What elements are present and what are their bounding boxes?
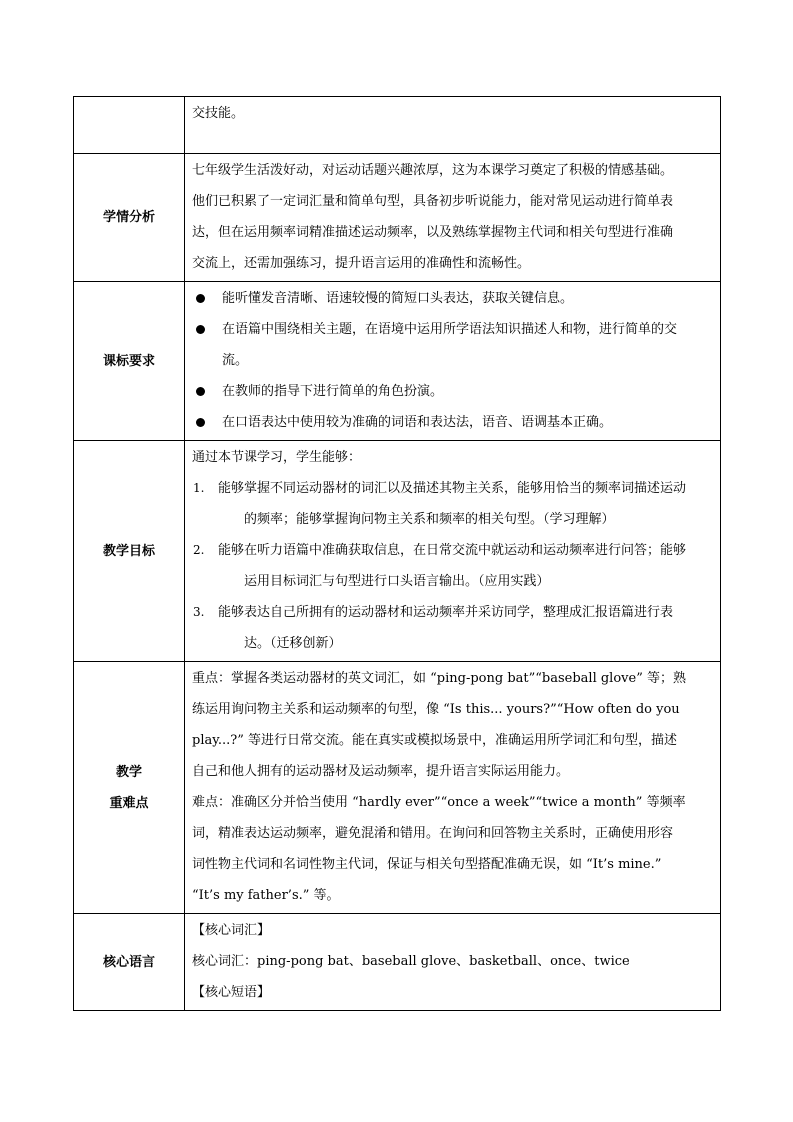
- text-line: 他们已积累了一定词汇量和简单句型，具备初步听说能力，能对常见运动进行简单表: [192, 194, 674, 209]
- row-label-key-difficult-points: [74, 662, 185, 914]
- table-row: [74, 441, 721, 662]
- teaching-objectives-content: [185, 441, 721, 662]
- text-line: 在语篇中围绕相关主题，在语境中运用所学语法知识描述人和物，进行简单的交: [222, 322, 678, 337]
- numbered-item: [192, 535, 714, 597]
- row-label-curriculum-standard: 课标要求: [74, 282, 185, 441]
- lesson-plan-table: [73, 96, 721, 1011]
- text-line: “It’s my father’s.” 等。: [192, 888, 340, 903]
- item-number: 1.: [193, 481, 205, 495]
- key-difficult-points-content: [185, 662, 721, 914]
- label-line: 教学: [115, 764, 142, 780]
- row-label-teaching-objectives: 教学目标: [74, 441, 185, 662]
- row-content-continued: [185, 97, 721, 154]
- text-line: 词，精准表达运动频率，避免混淆和错用。在询问和回答物主关系时，正确使用形容: [192, 826, 674, 841]
- objectives-intro: 通过本节课学习，学生能够：: [192, 450, 362, 465]
- text-line: 在教师的指导下进行简单的角色扮演。: [222, 384, 444, 399]
- text-line: 重点：掌握各类运动器材的英文词汇，如 “ping-pong bat”“baseball glove” 等；熟: [192, 671, 686, 686]
- text-line: 自己和他人拥有的运动器材及运动频率，提升语言实际运用能力。: [192, 764, 570, 779]
- table-row: [74, 914, 721, 1011]
- text-line: 七年级学生活泼好动，对运动话题兴趣浓厚，这为本课学习奠定了积极的情感基础。: [192, 163, 674, 178]
- numbered-item: [192, 473, 714, 535]
- section-heading: 【核心词汇】: [192, 923, 271, 938]
- bullet-item: [192, 376, 714, 407]
- row-label-empty: [74, 97, 185, 154]
- text-line: 在口语表达中使用较为准确的词语和表达法，语音、语调基本正确。: [222, 415, 613, 430]
- item-number: 2.: [193, 543, 205, 557]
- text-line: 交流上，还需加强练习，提升语言运用的准确性和流畅性。: [192, 256, 531, 271]
- text-line: 能听懂发音清晰、语速较慢的简短口头表达，获取关键信息。: [222, 291, 574, 306]
- text-line: 练运用询问物主关系和运动频率的句型，像 “Is this... yours?”“How often do you: [192, 702, 680, 717]
- bullet-item: [192, 314, 714, 376]
- text-line: 核心词汇：ping-pong bat、baseball glove、basketball、once、twice: [192, 954, 630, 969]
- text-line: 运用目标词汇与句型进行口头语言输出。（应用实践）: [244, 574, 550, 589]
- text-line: 的频率；能够掌握询问物主关系和频率的相关句型。（学习理解）: [244, 512, 615, 527]
- bullet-item: [192, 407, 714, 438]
- table-row: [74, 282, 721, 441]
- curriculum-standard-content: [185, 282, 721, 441]
- item-number: 3.: [193, 605, 205, 619]
- table-row: [74, 97, 721, 154]
- table-row: [74, 154, 721, 282]
- row-label-learner-analysis: 学情分析: [74, 154, 185, 282]
- learner-analysis-content: [185, 154, 721, 282]
- core-language-content: [185, 914, 721, 1011]
- text-line: 达。（迁移创新）: [244, 636, 342, 651]
- bullet-item: [192, 283, 714, 314]
- text-line: 交技能。: [192, 106, 245, 121]
- text-line: 能够在听力语篇中准确获取信息，在日常交流中就运动和运动频率进行问答；能够: [218, 543, 687, 558]
- text-line: 难点：准确区分并恰当使用 “hardly ever”“once a week”“twice a month” 等频率: [192, 795, 686, 810]
- text-line: 词性物主代词和名词性物主代词，保证与相关句型搭配准确无误，如 “It’s mine.”: [192, 857, 662, 872]
- bullet-dot-icon: [196, 325, 205, 334]
- numbered-item: [192, 597, 714, 659]
- bullet-dot-icon: [196, 294, 205, 303]
- text-line: 流。: [222, 353, 249, 368]
- bullet-dot-icon: [196, 418, 205, 427]
- text-line: 能够掌握不同运动器材的词汇以及描述其物主关系，能够用恰当的频率词描述运动: [218, 481, 687, 496]
- table-row: [74, 662, 721, 914]
- text-line: play...?” 等进行日常交流。能在真实或模拟场景中，准确运用所学词汇和句型，描述: [192, 733, 677, 748]
- text-line: 能够表达自己所拥有的运动器材和运动频率并采访同学，整理成汇报语篇进行表: [218, 605, 674, 620]
- row-label-core-language: 核心语言: [74, 914, 185, 1011]
- text-line: 达，但在运用频率词精准描述运动频率，以及熟练掌握物主代词和相关句型进行准确: [192, 225, 674, 240]
- label-line: 重难点: [109, 795, 149, 811]
- section-heading: 【核心短语】: [192, 985, 271, 1000]
- bullet-dot-icon: [196, 387, 205, 396]
